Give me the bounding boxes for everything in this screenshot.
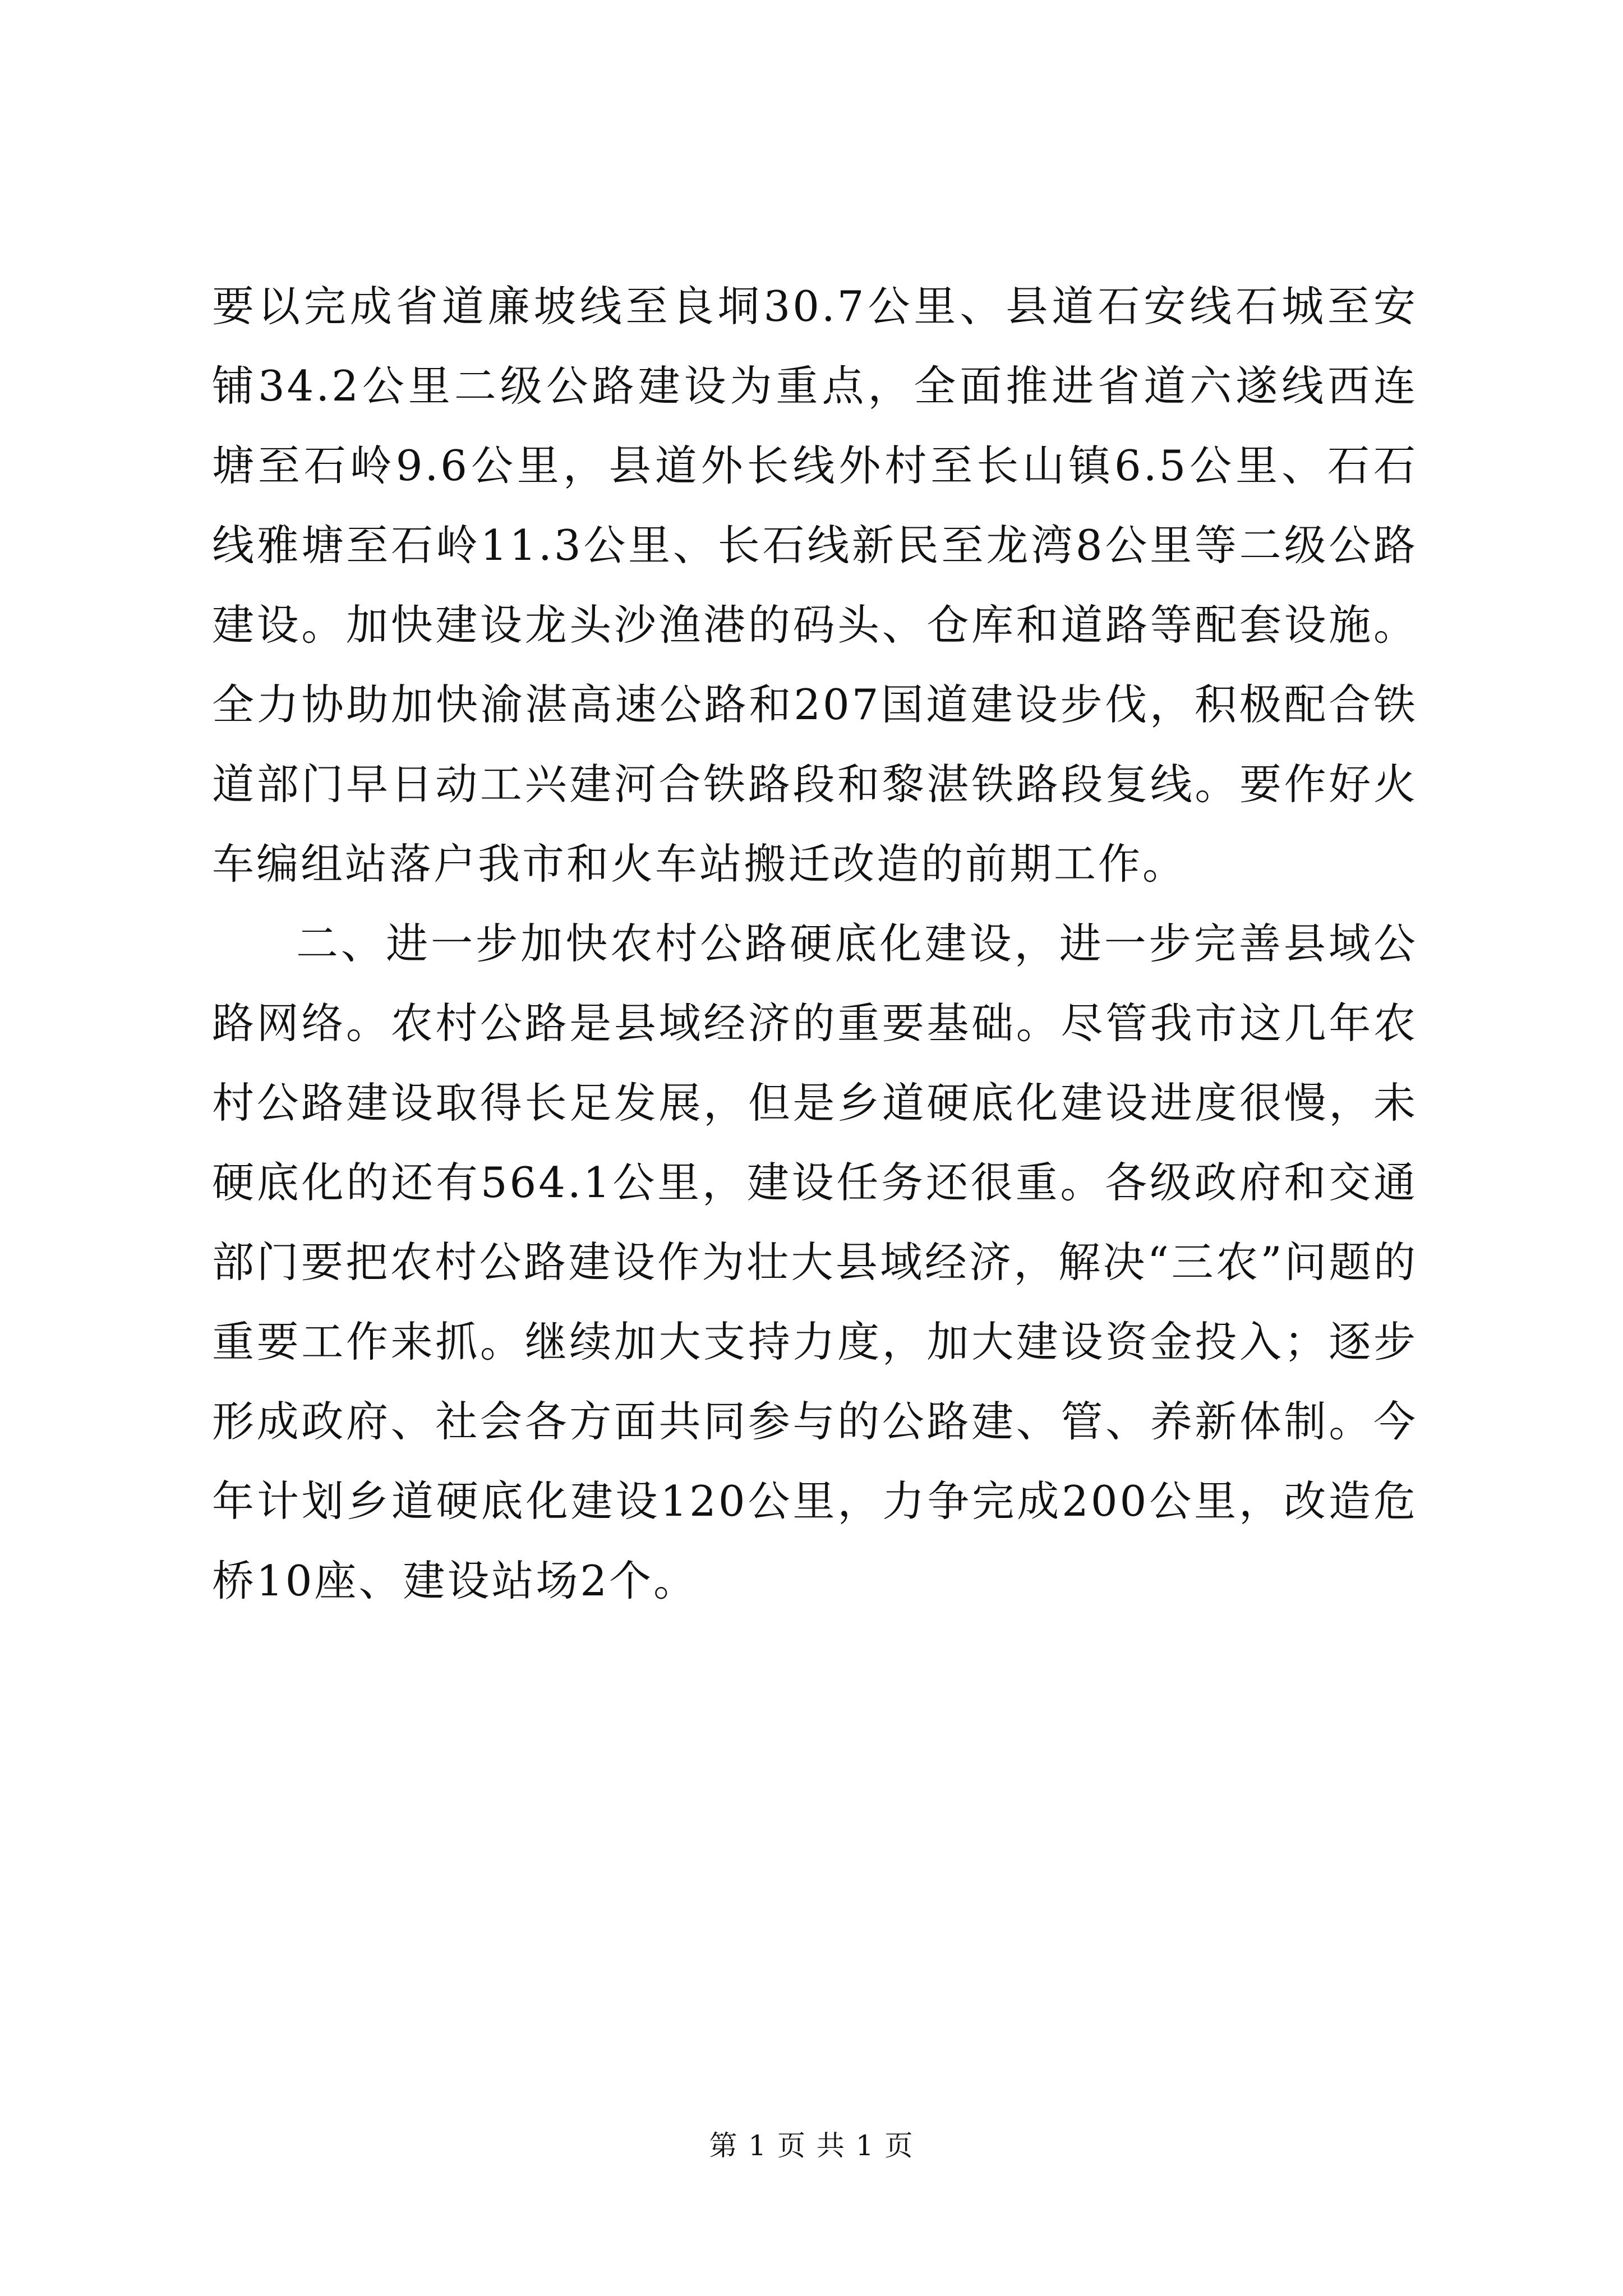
paragraph-1: 要以完成省道廉坡线至良垌30.7公里、县道石安线石城至安铺34.2公里二级公路建设为重点，全面推进省道六遂线西连塘至石岭9.6公里，县道外长线外村至长山镇6.5公里、石石线雅塘至石岭11.3公里、长石线新民至龙湾8公里等二级公路建设。加快建设龙头沙渔港的码头、仓库和道路等配套设施。全力协助加快渝湛高速公路和207国道建设步伐，积极配合铁道部门早日动工兴建河合铁路段和黎湛铁路段复线。要作好火车编组站落户我市和火车站搬迁改造的前期工作。 [212, 282, 1418, 889]
page-footer: 第 1 页 共 1 页 [709, 2129, 914, 2162]
document-body [212, 266, 1418, 1621]
paragraph-2: 二、进一步加快农村公路硬底化建设，进一步完善县域公路网络。农村公路是县域经济的重要基础。尽管我市这几年农村公路建设取得长足发展，但是乡道硬底化建设进度很慢，未硬底化的还有564.1公里，建设任务还很重。各级政府和交通部门要把农村公路建设作为壮大县域经济，解决“三农”问题的重要工作来抓。继续加大支持力度，加大建设资金投入；逐步形成政府、社会各方面共同参与的公路建、管、养新体制。今年计划乡道硬底化建设120公里，力争完成200公里，改造危桥10座、建设站场2个。 [212, 919, 1418, 1605]
